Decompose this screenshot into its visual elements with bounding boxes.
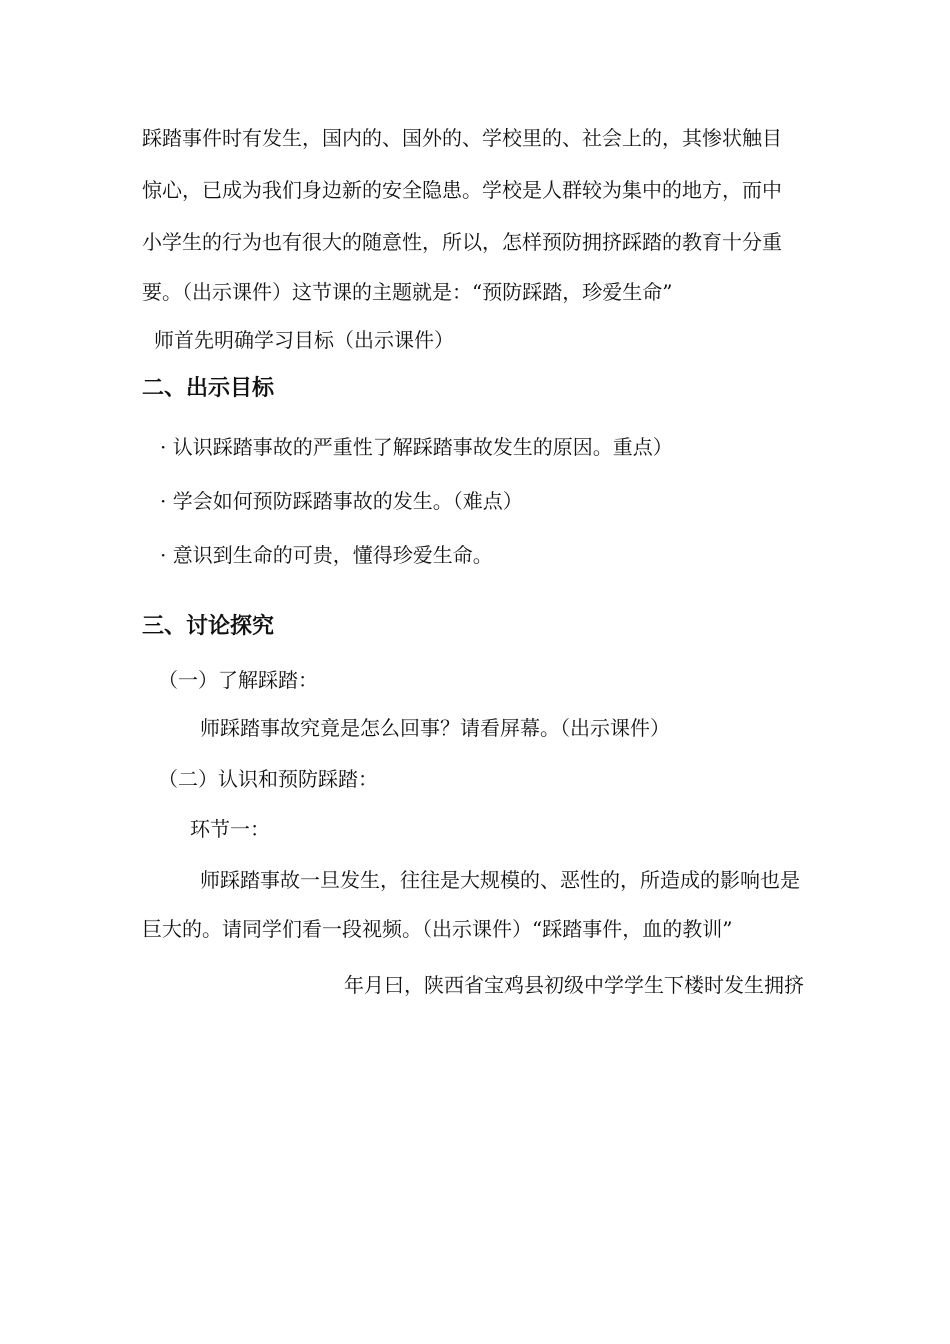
goal-bullet-3: · 意识到生命的可贵，懂得珍爱生命。: [160, 543, 493, 567]
section-2-heading: 二、出示目标: [142, 376, 275, 401]
intro-line-1: 踩踏事件时有发生，国内的、国外的、学校里的、社会上的，其惨状触目: [142, 126, 782, 150]
subsection-2-title: （二）认识和预防踩踏：: [158, 767, 378, 791]
goal-bullet-1: · 认识踩踏事故的严重性了解踩踏事故发生的原因。重点）: [160, 435, 673, 459]
step-1-line-1: 师踩踏事故一旦发生，往往是大规模的、恶性的，所造成的影响也是: [200, 868, 800, 892]
section-3-heading: 三、讨论探究: [142, 614, 275, 639]
subsection-1-text: 师踩踏事故究竟是怎么回事？请看屏幕。（出示课件）: [200, 716, 670, 740]
subsection-1-title: （一）了解踩踏：: [158, 668, 318, 692]
step-1-title: 环节一：: [190, 817, 270, 841]
intro-line-4: 要。（出示课件）这节课的主题就是：“预防踩踏，珍爱生命”: [142, 280, 673, 304]
teacher-note: 师首先明确学习目标（出示课件）: [154, 328, 454, 352]
step-1-line-2: 巨大的。请同学们看一段视频。（出示课件）“踩踏事件，血的教训”: [142, 917, 733, 941]
step-1-last-line: 年月曰，陕西省宝鸡县初级中学学生下楼时发生拥挤: [344, 973, 804, 997]
goal-bullet-2: · 学会如何预防踩踏事故的发生。（难点）: [160, 489, 523, 513]
intro-line-2: 惊心，已成为我们身边新的安全隐患。学校是人群较为集中的地方，而中: [142, 178, 782, 202]
intro-line-3: 小学生的行为也有很大的随意性，所以，怎样预防拥挤踩踏的教育十分重: [142, 230, 782, 254]
